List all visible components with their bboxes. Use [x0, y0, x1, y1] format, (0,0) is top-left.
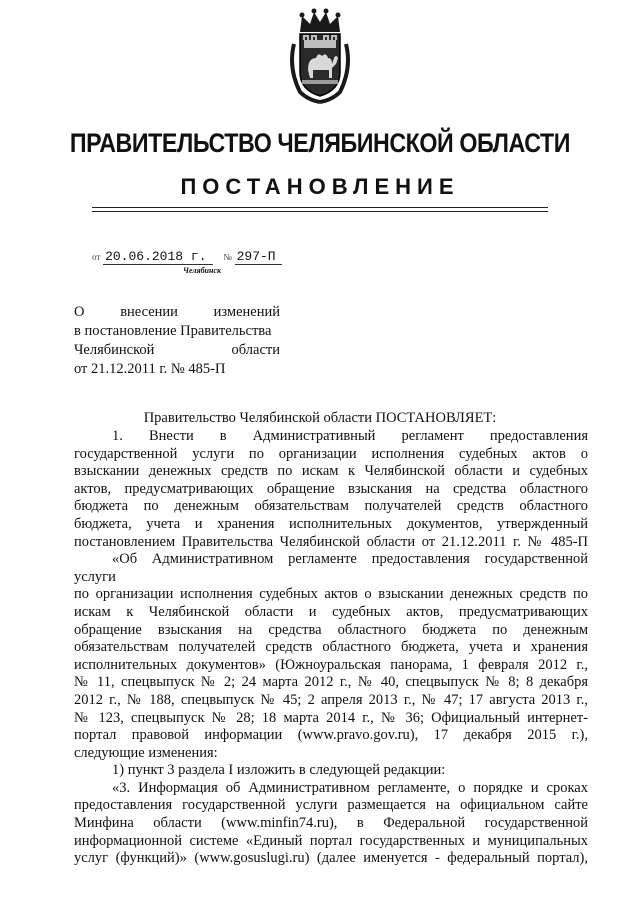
- document-date: 20.06.2018 г.: [103, 249, 212, 265]
- body-line: постановлением Правительства Челябинской области от 21.12.2011 г. № 485-П: [74, 533, 588, 550]
- subject-line: [74, 303, 280, 322]
- coat-of-arms-icon: [286, 8, 354, 104]
- date-prefix: от: [92, 252, 101, 262]
- body-line: обращение взыскания на средства областного бюджета по денежным: [74, 621, 588, 638]
- subject-word: изменений: [213, 304, 280, 320]
- body-line: следующие изменения:: [74, 744, 218, 761]
- header-divider: [92, 207, 548, 208]
- document-body: [74, 428, 588, 868]
- subject-line: [74, 322, 280, 341]
- document-meta: [92, 249, 282, 264]
- body-line: государственной услуги по организации исполнения судебных актов о: [74, 445, 588, 462]
- subject-word: области: [231, 342, 280, 358]
- body-line: 2012 г., № 188, спецвыпуск № 45; 2 апреля 2013 г., № 47; 17 августа 2013 г.,: [74, 691, 588, 708]
- subject-word: внесении: [120, 304, 178, 320]
- body-line: «3. Информация об Административном регламенте, о порядке и сроках: [112, 779, 588, 796]
- header-divider-thin: [92, 211, 548, 212]
- body-line: информационной системе «Единый портал государственных и муниципальных: [74, 832, 588, 849]
- body-line: № 123, спецвыпуск № 28; 18 марта 2014 г., № 36; Официальный интернет-: [74, 709, 588, 726]
- subject-word: О: [74, 304, 85, 320]
- body-line: искам к Челябинской области и судебных актов, предусматривающих: [74, 603, 588, 620]
- subject-line: [74, 341, 280, 360]
- body-line: актов, предусматривающих обращение взыскания на средства областного: [74, 480, 588, 497]
- body-line: «Об Административном регламенте предоставления государственной услуги: [74, 551, 588, 585]
- number-prefix: №: [223, 252, 232, 262]
- body-line: Минфина области (www.minfin74.ru), в Федеральной государственной: [74, 815, 588, 832]
- body-line: услуг (функций)» (www.gosuslugi.ru) (далее именуется - федеральный портал),: [74, 850, 588, 867]
- body-line: обязательствам получателей средств областного бюджета, учета и хранения: [74, 639, 588, 656]
- document-city: Челябинск: [183, 266, 222, 275]
- subject-word: Челябинской: [74, 342, 155, 358]
- body-line: № 11, спецвыпуск № 2; 24 марта 2012 г., № 40, спецвыпуск № 8; 8 декабря: [74, 674, 588, 691]
- body-line: 1. Внести в Административный регламент предоставления: [112, 428, 588, 444]
- body-line: бюджета, учета и хранения исполнительных документов, утвержденный: [74, 515, 588, 532]
- body-line: бюджета по денежным обязательствам получателей средств областного: [74, 498, 588, 515]
- document-number: 297-П: [235, 249, 282, 265]
- document-type: ПОСТАНОВЛЕНИЕ: [180, 174, 460, 199]
- body-line: предоставления государственной услуги размещается на официальном сайте: [74, 797, 588, 814]
- body-line: исполнительных документов» (Южноуральская панорама, 1 февраля 2012 г.,: [74, 656, 588, 673]
- document-subject: [74, 303, 280, 379]
- subject-word: в постановление Правительства: [74, 323, 272, 339]
- body-line: портал правовой информации (www.pravo.gov.ru), 17 декабря 2015 г.),: [74, 727, 588, 744]
- subject-word: от 21.12.2011 г. № 485-П: [74, 361, 226, 377]
- resolution-intro: Правительство Челябинской области ПОСТАНОВЛЯЕТ:: [143, 410, 497, 426]
- body-line: 1) пункт 3 раздела I изложить в следующей редакции:: [112, 762, 446, 779]
- body-line: взыскании денежных средств по искам к Челябинской области и судебных: [74, 463, 588, 480]
- body-line: по организации исполнения судебных актов о взыскании денежных средств по: [74, 586, 588, 603]
- subject-line: [74, 360, 280, 379]
- government-title: ПРАВИТЕЛЬСТВО ЧЕЛЯБИНСКОЙ ОБЛАСТИ: [69, 128, 571, 158]
